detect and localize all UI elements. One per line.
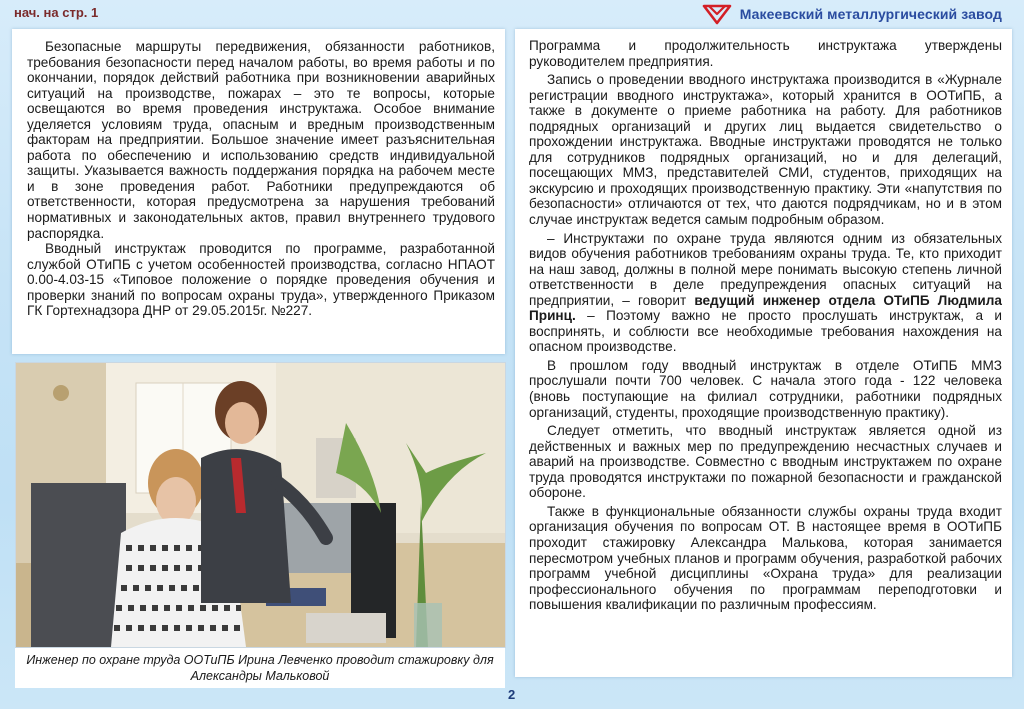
article-paragraph: Следует отметить, что вводный инструктаж является одной из действенных и важных мер по предупреждению несчастных случаев и аварий на производстве. Совместно с вводным инструктажем по охране труда проводятся инструктажи по пожарной безопасности и гражданской обороне.: [529, 423, 1002, 501]
article-photo: [15, 362, 506, 648]
brand-logo-icon: [702, 3, 732, 25]
article-paragraph: Запись о проведении вводного инструктажа производится в «Журнале регистрации вводного инструктажа», который хранится в ООТиПБ, а также в документе о приеме работника на работу. Для работников подрядных организаций и других лиц выдается свидетельство о прохождении инструктажа. Вводные инструктажи проводятся не только для сотрудников подрядных организаций, но и для делегаций, посещающих ММЗ, представителей СМИ, студентов, приходящих на экскурсию и проходящих производственную практику. Эти «напутствия по безопасности» отличаются от тех, что даются подрядчикам, но и в этом случае инструктаж ведется самым подробным образом.: [529, 72, 1002, 228]
quote-paragraph: [529, 231, 1002, 355]
continued-from-page-link[interactable]: нач. на стр. 1: [14, 5, 99, 20]
brand-name: Макеевский металлургический завод: [739, 6, 1002, 22]
right-text-column: [515, 29, 1012, 677]
quote-author: ведущий инженер отдела ОТиПБ Людмила Принц.: [529, 292, 1002, 324]
left-text-column: [12, 29, 505, 354]
brand-header: [702, 3, 1002, 25]
page-number: 2: [508, 687, 516, 702]
office-photo-illustration: [16, 363, 505, 647]
article-paragraph: Программа и продолжительность инструктажа утверждены руководителем предприятия.: [529, 38, 1002, 69]
article-paragraph: В прошлом году вводный инструктаж в отделе ОТиПБ ММЗ прослушали почти 700 человек. С начала этого года - 122 человека (вновь поступающие на филиал сотрудники, работники подрядных организаций, студенты, проходящие производственную практику).: [529, 357, 1002, 420]
photo-caption: Инженер по охране труда ООТиПБ Ирина Левченко проводит стажировку для Александры Мальковой: [15, 648, 505, 688]
article-paragraph: Также в функциональные обязанности службы охраны труда входит организация обучения по вопросам ОТ. В настоящее время в ООТиПБ проходит стажировку Александра Малькова, которая занимается пересмотром учебных планов и программ обучения, разработкой рабочих программ учебной дисциплины «Охрана труда» для реализации профессионального обучения по программам переподготовки и повышения квалификации по различным профессиям.: [529, 503, 1002, 613]
article-paragraph: Вводный инструктаж проводится по программе, разработанной службой ОТиПБ с учетом особенностей производства, согласно НПАОТ 0.00-4.03-15 «Типовое положение о порядке проведения обучения и проверки знаний по вопросам охраны труда», утвержденного Приказом ГК Гортехнадзора ДНР от 29.05.2015г. №227.: [27, 241, 495, 319]
quote-text: – Инструктажи по охране труда являются одним из обязательных видов обучения работников требованиям охраны труда. Те, кто приходит на наш завод, должны в полной мере понимать высокую степень личной ответственности в деле предупреждения опасных ситуаций на предприятии, – говорит: [529, 230, 1002, 308]
quote-text: – Поэтому важно не просто прослушать инструктаж, а и воспринять, и соблюсти все необходимые требования нахождения на опасном производстве.: [529, 308, 1002, 355]
article-paragraph: Безопасные маршруты передвижения, обязанности работников, требования безопасности перед началом работы, во время работы и по окончании, порядок действий работника при возникновении аварийных ситуаций на производстве, пожарах – это те вопросы, которые освещаются во время проведения инструктажа. Особое внимание уделяется условиям труда, опасным и вредным производственным факторам на предприятии. Большое значение имеет разъяснительная работа по обеспечению и использованию средств индивидуальной защиты. Указывается важность поддержания порядка на рабочем месте и в зоне проведения работ. Работники предупреждаются об ответственности, которая предусмотрена за нарушения требований нормативных и законодательных актов, правил внутреннего трудового распорядка.: [27, 39, 495, 241]
